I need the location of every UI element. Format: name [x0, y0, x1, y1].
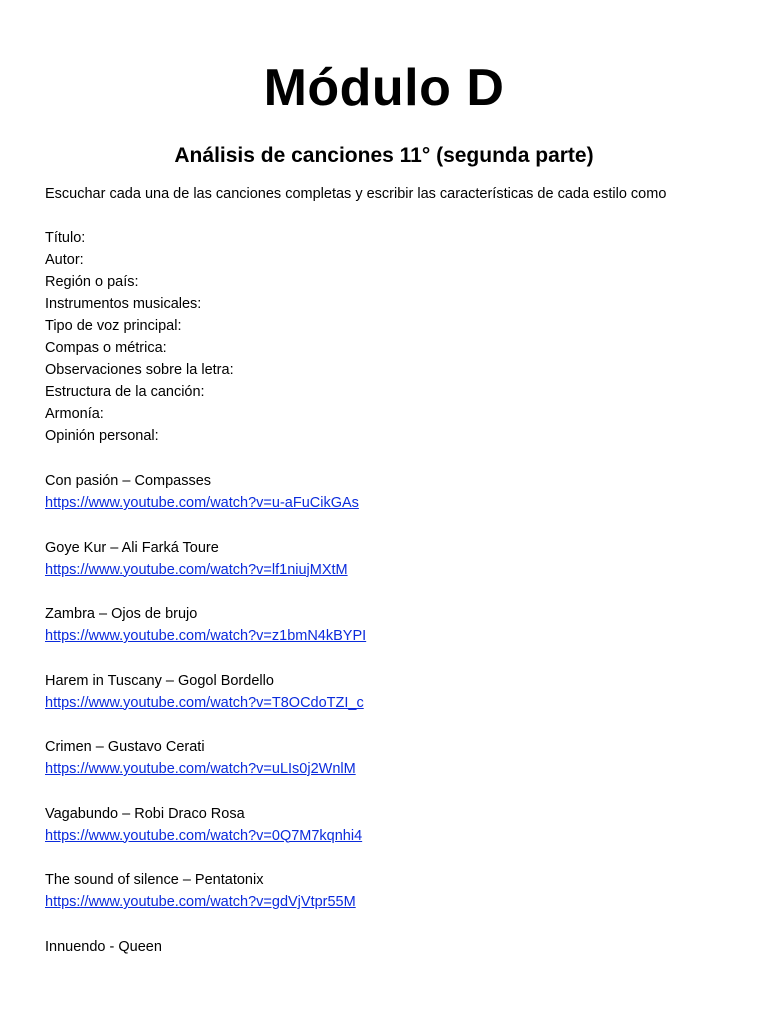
song-title: Harem in Tuscany – Gogol Bordello	[45, 672, 274, 689]
field-item: Armonía:	[45, 406, 104, 422]
song-title: Crimen – Gustavo Cerati	[45, 739, 205, 755]
song-item	[45, 537, 366, 604]
song-link[interactable]: https://www.youtube.com/watch?v=0Q7M7kqnhi4	[45, 827, 363, 844]
field-item: Región o país:	[45, 274, 139, 290]
song-link[interactable]: https://www.youtube.com/watch?v=T8OCdoTZI_c	[45, 694, 364, 711]
song-link[interactable]: https://www.youtube.com/watch?v=uLIs0j2WnlM	[45, 761, 356, 777]
page-subtitle: Análisis de canciones 11° (segunda parte)	[174, 144, 594, 167]
song-link[interactable]: https://www.youtube.com/watch?v=u-aFuCikGAs	[45, 495, 359, 511]
song-item	[45, 803, 366, 870]
field-item: Estructura de la canción:	[45, 384, 205, 400]
song-link[interactable]: https://www.youtube.com/watch?v=lf1niujMXtM	[45, 561, 348, 578]
field-item: Título:	[45, 230, 86, 246]
instructions-text: Escuchar cada una de las canciones completas y escribir las características de cada estilo como	[45, 186, 667, 202]
song-title: The sound of silence – Pentatonix	[45, 872, 264, 888]
field-item: Instrumentos musicales:	[45, 296, 202, 312]
song-item	[45, 603, 366, 670]
song-link[interactable]: https://www.youtube.com/watch?v=gdVjVtpr55M	[45, 894, 356, 910]
song-item	[45, 736, 366, 803]
field-item: Autor:	[45, 252, 84, 268]
song-item	[45, 670, 366, 737]
page-title: Módulo D	[263, 59, 505, 117]
field-item: Observaciones sobre la letra:	[45, 362, 234, 378]
song-list	[45, 470, 366, 1002]
field-item: Compas o métrica:	[45, 340, 167, 356]
song-title: Zambra – Ojos de brujo	[45, 606, 198, 622]
field-list	[45, 227, 234, 447]
song-title: Vagabundo – Robi Draco Rosa	[45, 805, 245, 822]
song-title: Con pasión – Compasses	[45, 473, 212, 489]
song-title: Innuendo - Queen	[45, 938, 162, 955]
song-item	[45, 869, 366, 936]
song-title: Goye Kur – Ali Farká Toure	[45, 539, 219, 556]
song-item	[45, 470, 366, 537]
field-item: Tipo de voz principal:	[45, 318, 182, 334]
song-item	[45, 936, 366, 1003]
song-link[interactable]: https://www.youtube.com/watch?v=z1bmN4kBYPI	[45, 628, 367, 644]
field-item: Opinión personal:	[45, 428, 159, 444]
